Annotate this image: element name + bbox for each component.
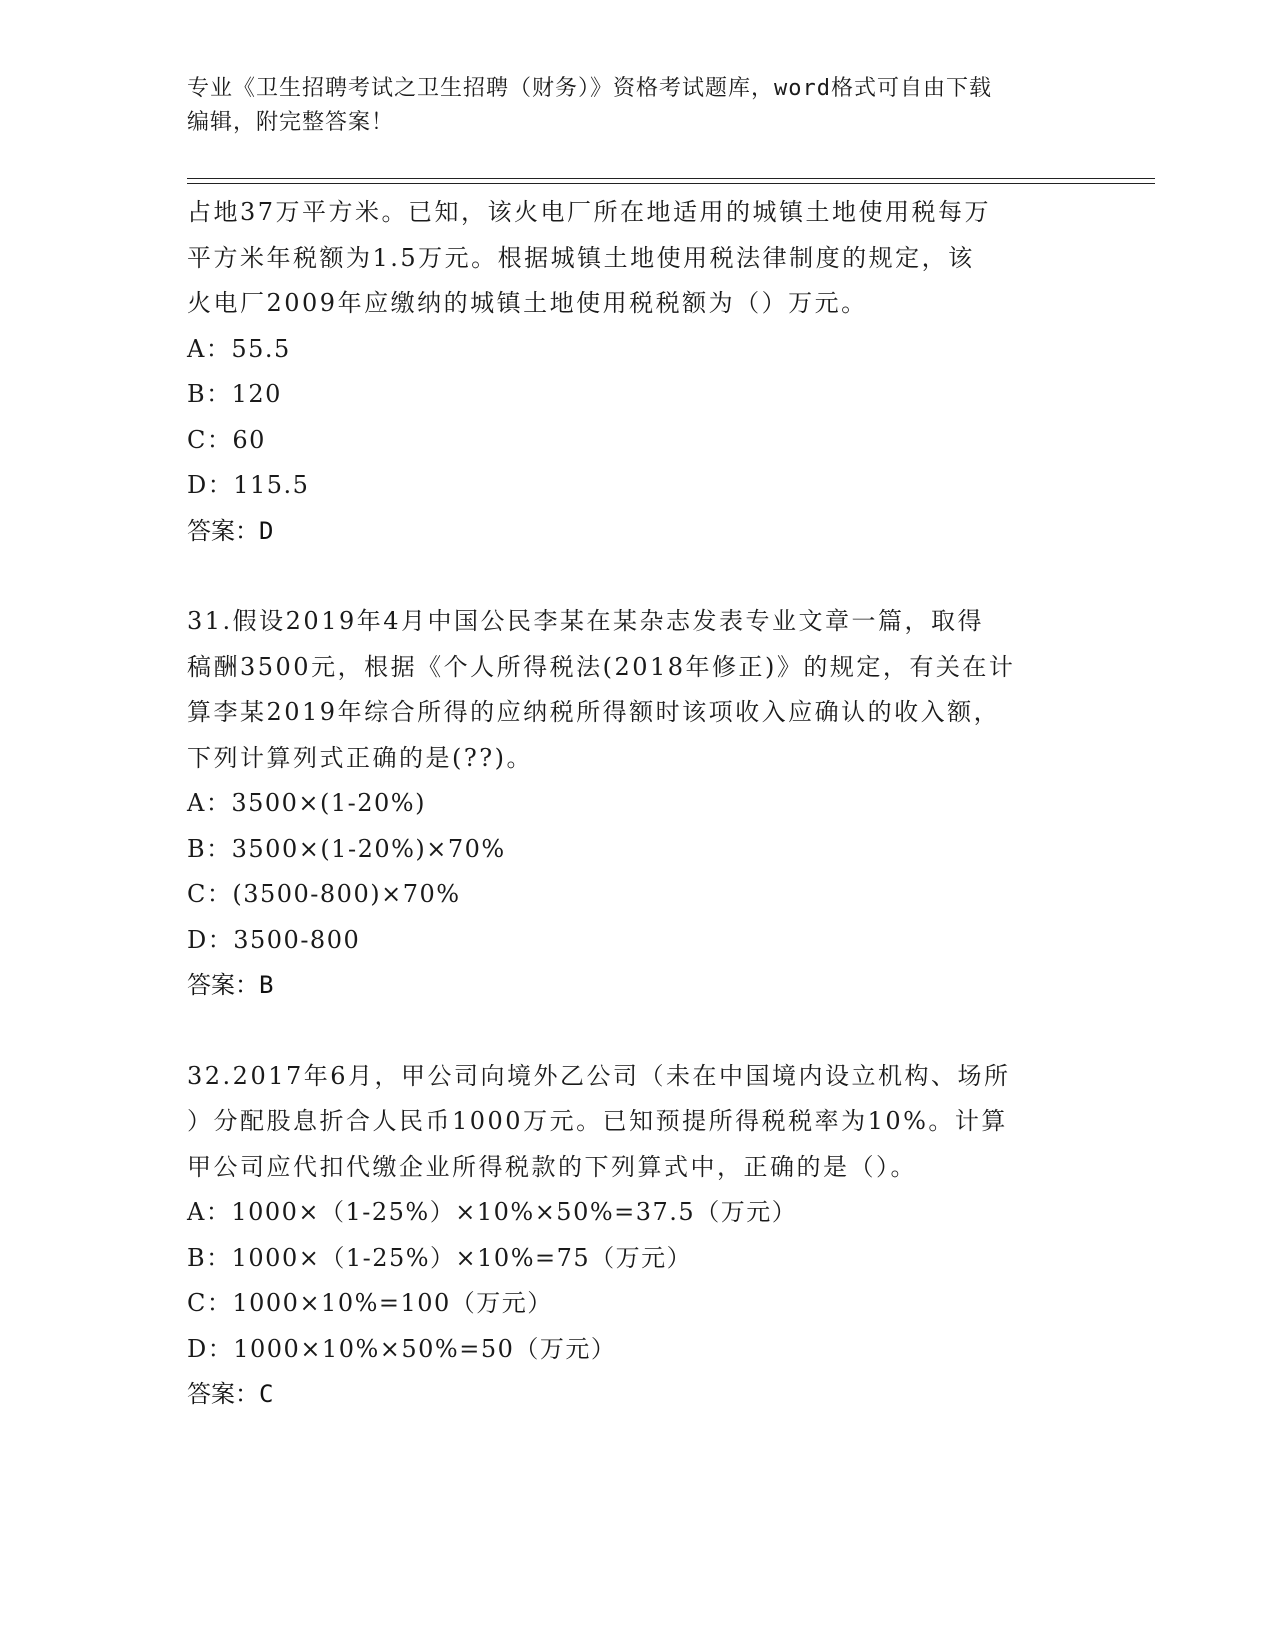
answer-value: C [259,1380,274,1408]
answer-label: 答案： [187,516,259,545]
stem-line: 32.2017年6月，甲公司向境外乙公司（未在中国境内设立机构、场所 [187,1061,1011,1090]
answer-label: 答案： [187,971,259,999]
stem-line: 占地37万平方米。已知，该火电厂所在地适用的城镇土地使用税每万 [187,198,992,226]
stem-line: 31.假设2019年4月中国公民李某在某杂志发表专业文章一篇，取得 [187,607,985,635]
option-a: A：55.5 [187,334,291,363]
answer-label: 答案： [187,1380,259,1408]
option-a: A：3500×(1-20%) [187,789,426,817]
answer-line [187,963,1087,1009]
option-b: B：3500×(1-20%)×70% [187,834,506,863]
stem-line: 稿酬3500元，根据《个人所得税法(2018年修正)》的规定，有关在计 [187,652,1016,681]
question-stem [187,599,1087,781]
header-line-2: 编辑，附完整答案！ [187,110,395,135]
header-divider-top [187,178,1155,179]
question-list [187,190,1087,1463]
document-header [187,72,1087,140]
answer-line [187,1372,1087,1418]
stem-line: 下列计算列式正确的是(??)。 [187,743,533,772]
stem-line: 火电厂2009年应缴纳的城镇土地使用税税额为（）万元。 [187,289,868,317]
question-31 [187,599,1087,1009]
stem-line: 算李某2019年综合所得的应纳税所得额时该项收入应确认的收入额， [187,698,1001,726]
header-divider-bottom [187,183,1155,184]
header-line-1: 专业《卫生招聘考试之卫生招聘（财务）》资格考试题库，word格式可自由下载 [187,76,992,101]
question-stem [187,1054,1087,1191]
stem-line: 甲公司应代扣代缴企业所得税款的下列算式中，正确的是（）。 [187,1152,917,1181]
question-30 [187,190,1087,554]
answer-line [187,509,1087,555]
answer-value: D [259,516,274,545]
question-stem [187,190,1087,327]
option-c: C：1000×10%=100（万元） [187,1289,553,1317]
option-a: A：1000×（1-25%）×10%×50%=37.5（万元） [187,1198,798,1226]
option-c: C：(3500-800)×70% [187,880,461,908]
answer-value: B [259,971,274,999]
option-d: D：3500-800 [187,925,361,954]
option-c: C：60 [187,425,266,454]
stem-line: 平方米年税额为1.5万元。根据城镇土地使用税法律制度的规定，该 [187,243,975,272]
option-d: D：1000×10%×50%=50（万元） [187,1334,617,1363]
stem-line: ）分配股息折合人民币1000万元。已知预提所得税税率为10%。计算 [187,1107,1008,1135]
option-d: D：115.5 [187,471,310,499]
option-b: B：1000×（1-25%）×10%=75（万元） [187,1243,693,1272]
question-32 [187,1054,1087,1418]
option-b: B：120 [187,380,282,408]
